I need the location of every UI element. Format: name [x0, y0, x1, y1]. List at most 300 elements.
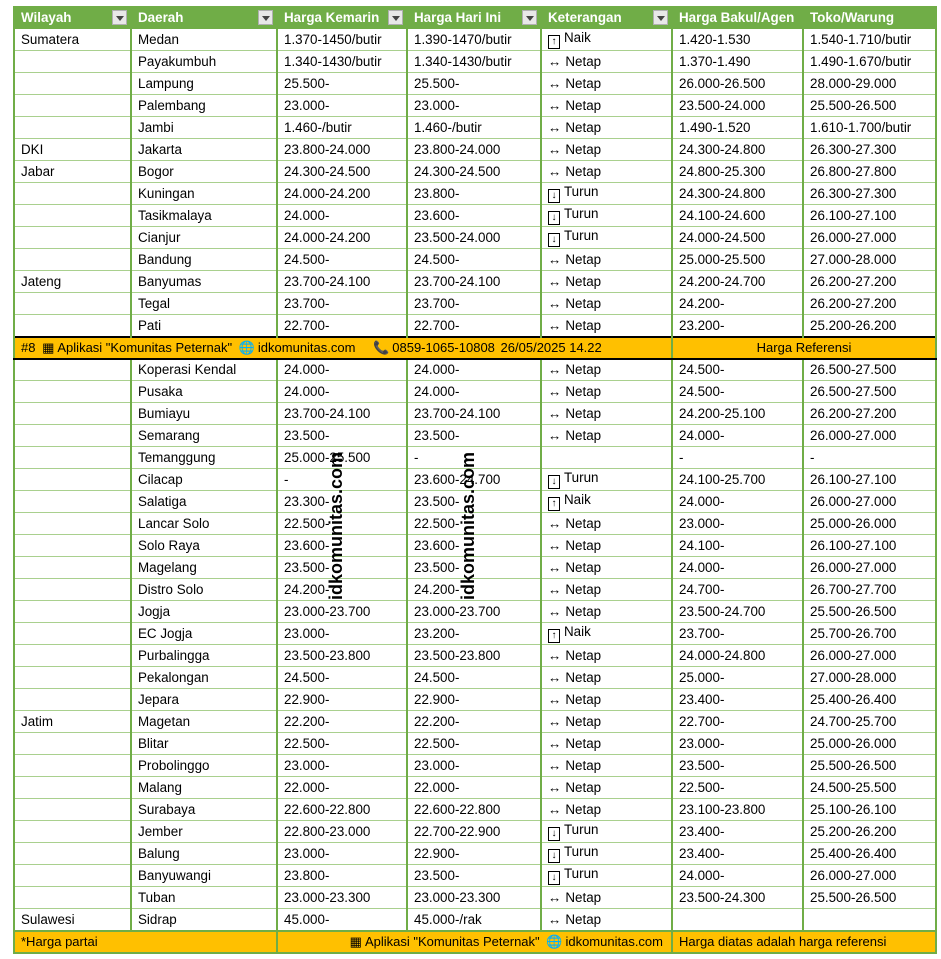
cell-harga-kemarin[interactable]: 24.000- [277, 359, 407, 381]
cell-daerah[interactable]: Banyuwangi [131, 865, 277, 887]
cell-wilayah[interactable] [14, 777, 131, 799]
cell-harga-bakul[interactable]: 25.000-25.500 [672, 249, 803, 271]
cell-harga-bakul[interactable]: 1.420-1.530 [672, 29, 803, 51]
cell-harga-hari-ini[interactable]: 24.000- [407, 359, 541, 381]
cell-keterangan[interactable] [541, 711, 672, 733]
cell-daerah[interactable]: Blitar [131, 733, 277, 755]
cell-daerah[interactable]: Bandung [131, 249, 277, 271]
cell-toko-warung[interactable]: 26.300-27.300 [803, 139, 936, 161]
cell-harga-bakul[interactable]: 24.100- [672, 535, 803, 557]
cell-harga-bakul[interactable]: 26.000-26.500 [672, 73, 803, 95]
cell-daerah[interactable]: Jogja [131, 601, 277, 623]
header-wilayah[interactable] [14, 7, 131, 29]
cell-harga-bakul[interactable]: 23.400- [672, 689, 803, 711]
cell-keterangan[interactable] [541, 777, 672, 799]
cell-harga-bakul[interactable]: 24.000- [672, 865, 803, 887]
cell-harga-bakul[interactable]: 1.370-1.490 [672, 51, 803, 73]
cell-harga-bakul[interactable]: 24.100-25.700 [672, 469, 803, 491]
cell-wilayah[interactable] [14, 579, 131, 601]
cell-harga-bakul[interactable]: 23.100-23.800 [672, 799, 803, 821]
cell-wilayah[interactable] [14, 689, 131, 711]
cell-daerah[interactable]: Payakumbuh [131, 51, 277, 73]
cell-keterangan[interactable] [541, 601, 672, 623]
cell-harga-kemarin[interactable]: 22.600-22.800 [277, 799, 407, 821]
cell-harga-bakul[interactable]: 24.000- [672, 491, 803, 513]
cell-wilayah[interactable] [14, 51, 131, 73]
cell-daerah[interactable]: Jambi [131, 117, 277, 139]
cell-daerah[interactable]: Sidrap [131, 909, 277, 931]
cell-toko-warung[interactable]: 26.700-27.700 [803, 579, 936, 601]
cell-keterangan[interactable] [541, 535, 672, 557]
cell-harga-bakul[interactable]: 24.500- [672, 381, 803, 403]
cell-harga-hari-ini[interactable]: 1.390-1470/butir [407, 29, 541, 51]
cell-daerah[interactable]: Tuban [131, 887, 277, 909]
cell-toko-warung[interactable]: 25.400-26.400 [803, 689, 936, 711]
cell-daerah[interactable]: Bumiayu [131, 403, 277, 425]
cell-harga-hari-ini[interactable]: 23.500- [407, 425, 541, 447]
cell-keterangan[interactable] [541, 469, 672, 491]
cell-toko-warung[interactable]: 27.000-28.000 [803, 667, 936, 689]
cell-harga-kemarin[interactable]: 24.000- [277, 205, 407, 227]
cell-toko-warung[interactable]: 26.000-27.000 [803, 557, 936, 579]
cell-toko-warung[interactable]: 24.700-25.700 [803, 711, 936, 733]
cell-harga-bakul[interactable]: 24.200-25.100 [672, 403, 803, 425]
cell-daerah[interactable]: Banyumas [131, 271, 277, 293]
cell-keterangan[interactable] [541, 161, 672, 183]
cell-toko-warung[interactable]: 26.100-27.100 [803, 469, 936, 491]
promo-website[interactable]: idkomunitas.com [257, 339, 356, 355]
cell-wilayah[interactable]: DKI [14, 139, 131, 161]
cell-harga-kemarin[interactable]: - [277, 469, 407, 491]
cell-harga-bakul[interactable]: 22.700- [672, 711, 803, 733]
cell-harga-hari-ini[interactable]: 23.000- [407, 95, 541, 117]
cell-harga-bakul[interactable]: 23.000- [672, 733, 803, 755]
cell-wilayah[interactable] [14, 557, 131, 579]
cell-harga-bakul[interactable] [672, 909, 803, 931]
phone-app-icon: ▦ [42, 339, 55, 355]
cell-harga-kemarin[interactable]: 23.700-24.100 [277, 271, 407, 293]
cell-harga-bakul[interactable]: 25.000- [672, 667, 803, 689]
cell-toko-warung[interactable]: 25.100-26.100 [803, 799, 936, 821]
cell-wilayah[interactable] [14, 95, 131, 117]
cell-harga-kemarin[interactable]: 24.200- [277, 579, 407, 601]
cell-harga-bakul[interactable]: 23.700- [672, 623, 803, 645]
cell-harga-hari-ini[interactable]: 23.600- [407, 205, 541, 227]
cell-harga-kemarin[interactable]: 23.000- [277, 755, 407, 777]
cell-daerah[interactable]: Palembang [131, 95, 277, 117]
keterangan-label: Turun [564, 866, 599, 881]
cell-wilayah[interactable] [14, 315, 131, 337]
cell-keterangan[interactable] [541, 425, 672, 447]
header-harga-kemarin[interactable] [277, 7, 407, 29]
cell-toko-warung[interactable]: 25.000-26.000 [803, 513, 936, 535]
table-body-top [14, 29, 936, 337]
cell-harga-bakul[interactable]: 24.000- [672, 425, 803, 447]
cell-daerah[interactable]: Jepara [131, 689, 277, 711]
cell-keterangan[interactable] [541, 271, 672, 293]
cell-wilayah[interactable] [14, 755, 131, 777]
cell-harga-bakul[interactable]: 23.500-24.700 [672, 601, 803, 623]
cell-keterangan[interactable] [541, 73, 672, 95]
cell-harga-kemarin[interactable]: 1.370-1450/butir [277, 29, 407, 51]
cell-toko-warung[interactable]: 26.000-27.000 [803, 491, 936, 513]
cell-harga-kemarin[interactable]: 22.900- [277, 689, 407, 711]
cell-keterangan[interactable] [541, 205, 672, 227]
cell-harga-bakul[interactable]: 24.000- [672, 557, 803, 579]
cell-harga-bakul[interactable]: 24.000-24.500 [672, 227, 803, 249]
cell-wilayah[interactable] [14, 293, 131, 315]
filter-dropdown-icon[interactable] [522, 10, 537, 25]
cell-daerah[interactable]: Lampung [131, 73, 277, 95]
cell-daerah[interactable]: Tegal [131, 293, 277, 315]
cell-harga-hari-ini[interactable]: 23.800-24.000 [407, 139, 541, 161]
cell-harga-bakul[interactable]: - [672, 447, 803, 469]
cell-harga-bakul[interactable]: 22.500- [672, 777, 803, 799]
cell-wilayah[interactable]: Jateng [14, 271, 131, 293]
cell-wilayah[interactable]: Jabar [14, 161, 131, 183]
table-row [14, 777, 936, 799]
cell-daerah[interactable]: Temanggung [131, 447, 277, 469]
cell-harga-bakul[interactable]: 23.400- [672, 843, 803, 865]
cell-wilayah[interactable] [14, 645, 131, 667]
cell-harga-bakul[interactable]: 24.200- [672, 293, 803, 315]
cell-wilayah[interactable] [14, 425, 131, 447]
cell-wilayah[interactable] [14, 117, 131, 139]
cell-daerah[interactable]: Purbalingga [131, 645, 277, 667]
cell-keterangan[interactable] [541, 403, 672, 425]
cell-wilayah[interactable] [14, 667, 131, 689]
cell-daerah[interactable]: Tasikmalaya [131, 205, 277, 227]
arrow-left-right-icon: ↔ [548, 428, 562, 443]
cell-keterangan[interactable] [541, 139, 672, 161]
filter-dropdown-icon[interactable] [653, 10, 668, 25]
cell-daerah[interactable]: Pekalongan [131, 667, 277, 689]
cell-toko-warung[interactable]: 24.500-25.500 [803, 777, 936, 799]
cell-harga-kemarin[interactable]: 23.300- [277, 491, 407, 513]
cell-toko-warung[interactable]: 26.000-27.000 [803, 645, 936, 667]
cell-harga-kemarin[interactable]: 23.700- [277, 293, 407, 315]
cell-harga-kemarin[interactable]: 24.500- [277, 667, 407, 689]
cell-toko-warung[interactable]: 25.200-26.200 [803, 821, 936, 843]
cell-wilayah[interactable] [14, 249, 131, 271]
cell-keterangan[interactable] [541, 513, 672, 535]
cell-toko-warung[interactable]: 25.500-26.500 [803, 887, 936, 909]
cell-harga-kemarin[interactable]: 22.800-23.000 [277, 821, 407, 843]
cell-harga-kemarin[interactable]: 23.500- [277, 557, 407, 579]
cell-daerah[interactable]: Surabaya [131, 799, 277, 821]
cell-daerah[interactable]: Cilacap [131, 469, 277, 491]
cell-harga-hari-ini[interactable]: 22.500- [407, 513, 541, 535]
cell-wilayah[interactable] [14, 227, 131, 249]
cell-toko-warung[interactable]: 26.100-27.100 [803, 535, 936, 557]
cell-keterangan[interactable] [541, 821, 672, 843]
cell-keterangan[interactable] [541, 447, 672, 469]
cell-harga-hari-ini[interactable]: 23.600-24.700 [407, 469, 541, 491]
cell-harga-bakul[interactable]: 24.300-24.800 [672, 183, 803, 205]
footer-website[interactable]: idkomunitas.com [565, 933, 663, 949]
cell-harga-kemarin[interactable]: 23.800- [277, 865, 407, 887]
cell-harga-kemarin[interactable]: 23.500- [277, 425, 407, 447]
cell-wilayah[interactable] [14, 601, 131, 623]
cell-toko-warung[interactable]: 27.000-28.000 [803, 249, 936, 271]
cell-toko-warung[interactable]: 26.200-27.200 [803, 271, 936, 293]
cell-daerah[interactable]: Koperasi Kendal [131, 359, 277, 381]
cell-daerah[interactable]: Distro Solo [131, 579, 277, 601]
cell-harga-bakul[interactable]: 23.200- [672, 315, 803, 337]
cell-harga-hari-ini[interactable]: - [407, 447, 541, 469]
cell-harga-hari-ini[interactable]: 22.500- [407, 733, 541, 755]
cell-harga-kemarin[interactable]: 23.600- [277, 535, 407, 557]
cell-harga-hari-ini[interactable]: 23.200- [407, 623, 541, 645]
cell-wilayah[interactable] [14, 535, 131, 557]
table-row [14, 667, 936, 689]
cell-toko-warung[interactable]: - [803, 447, 936, 469]
cell-harga-hari-ini[interactable]: 1.340-1430/butir [407, 51, 541, 73]
cell-daerah[interactable]: EC Jogja [131, 623, 277, 645]
cell-harga-bakul[interactable]: 23.500-24.300 [672, 887, 803, 909]
cell-keterangan[interactable] [541, 865, 672, 887]
cell-harga-kemarin[interactable]: 23.700-24.100 [277, 403, 407, 425]
cell-harga-kemarin[interactable]: 1.460-/butir [277, 117, 407, 139]
cell-keterangan[interactable] [541, 95, 672, 117]
cell-harga-bakul[interactable]: 24.800-25.300 [672, 161, 803, 183]
cell-toko-warung[interactable]: 26.200-27.200 [803, 293, 936, 315]
cell-keterangan[interactable] [541, 733, 672, 755]
cell-keterangan[interactable] [541, 117, 672, 139]
cell-harga-kemarin[interactable]: 22.000- [277, 777, 407, 799]
cell-wilayah[interactable] [14, 183, 131, 205]
cell-toko-warung[interactable]: 28.000-29.000 [803, 73, 936, 95]
cell-toko-warung[interactable]: 26.000-27.000 [803, 865, 936, 887]
cell-daerah[interactable]: Magetan [131, 711, 277, 733]
cell-toko-warung[interactable]: 26.500-27.500 [803, 381, 936, 403]
cell-wilayah[interactable]: Sulawesi [14, 909, 131, 931]
cell-toko-warung[interactable]: 26.500-27.500 [803, 359, 936, 381]
cell-daerah[interactable]: Pati [131, 315, 277, 337]
cell-harga-hari-ini[interactable]: 22.700-22.900 [407, 821, 541, 843]
cell-toko-warung[interactable]: 1.610-1.700/butir [803, 117, 936, 139]
cell-toko-warung[interactable]: 25.200-26.200 [803, 315, 936, 337]
cell-harga-hari-ini[interactable]: 1.460-/butir [407, 117, 541, 139]
cell-toko-warung[interactable]: 1.490-1.670/butir [803, 51, 936, 73]
cell-harga-hari-ini[interactable]: 22.600-22.800 [407, 799, 541, 821]
cell-harga-hari-ini[interactable]: 23.700- [407, 293, 541, 315]
cell-harga-hari-ini[interactable]: 24.500- [407, 249, 541, 271]
cell-harga-hari-ini[interactable]: 24.200- [407, 579, 541, 601]
cell-toko-warung[interactable]: 26.800-27.800 [803, 161, 936, 183]
cell-wilayah[interactable] [14, 359, 131, 381]
header-harga-hari-ini[interactable] [407, 7, 541, 29]
cell-toko-warung[interactable]: 26.000-27.000 [803, 227, 936, 249]
cell-toko-warung[interactable] [803, 909, 936, 931]
cell-wilayah[interactable] [14, 865, 131, 887]
cell-daerah[interactable]: Malang [131, 777, 277, 799]
cell-harga-kemarin[interactable]: 23.000- [277, 843, 407, 865]
cell-wilayah[interactable] [14, 887, 131, 909]
cell-harga-bakul[interactable]: 24.200-24.700 [672, 271, 803, 293]
cell-toko-warung[interactable]: 26.000-27.000 [803, 425, 936, 447]
cell-wilayah[interactable] [14, 623, 131, 645]
cell-harga-hari-ini[interactable]: 22.000- [407, 777, 541, 799]
cell-daerah[interactable]: Jakarta [131, 139, 277, 161]
cell-keterangan[interactable] [541, 623, 672, 645]
cell-harga-hari-ini[interactable]: 23.000- [407, 755, 541, 777]
cell-toko-warung[interactable]: 25.500-26.500 [803, 601, 936, 623]
cell-harga-hari-ini[interactable]: 22.700- [407, 315, 541, 337]
cell-harga-hari-ini[interactable]: 23.000-23.700 [407, 601, 541, 623]
cell-wilayah[interactable] [14, 799, 131, 821]
cell-keterangan[interactable] [541, 799, 672, 821]
cell-daerah[interactable]: Solo Raya [131, 535, 277, 557]
cell-toko-warung[interactable]: 1.540-1.710/butir [803, 29, 936, 51]
cell-toko-warung[interactable]: 25.500-26.500 [803, 95, 936, 117]
cell-harga-hari-ini[interactable]: 22.200- [407, 711, 541, 733]
cell-harga-hari-ini[interactable]: 23.500-23.800 [407, 645, 541, 667]
cell-harga-hari-ini[interactable]: 24.300-24.500 [407, 161, 541, 183]
cell-daerah[interactable]: Balung [131, 843, 277, 865]
cell-daerah[interactable]: Lancar Solo [131, 513, 277, 535]
cell-wilayah[interactable] [14, 447, 131, 469]
cell-daerah[interactable]: Jember [131, 821, 277, 843]
cell-wilayah[interactable] [14, 403, 131, 425]
cell-harga-hari-ini[interactable]: 23.500- [407, 865, 541, 887]
cell-harga-hari-ini[interactable]: 23.000-23.300 [407, 887, 541, 909]
cell-keterangan[interactable] [541, 51, 672, 73]
cell-toko-warung[interactable]: 26.200-27.200 [803, 403, 936, 425]
arrow-left-right-icon: ↔ [548, 758, 562, 773]
cell-harga-kemarin[interactable]: 23.500-23.800 [277, 645, 407, 667]
cell-wilayah[interactable] [14, 491, 131, 513]
cell-wilayah[interactable] [14, 381, 131, 403]
cell-harga-bakul[interactable]: 24.700- [672, 579, 803, 601]
cell-daerah[interactable]: Probolinggo [131, 755, 277, 777]
cell-harga-bakul[interactable]: 23.000- [672, 513, 803, 535]
cell-harga-hari-ini[interactable]: 23.700-24.100 [407, 403, 541, 425]
cell-keterangan[interactable] [541, 667, 672, 689]
cell-daerah[interactable]: Medan [131, 29, 277, 51]
cell-harga-kemarin[interactable]: 22.500- [277, 733, 407, 755]
cell-harga-kemarin[interactable]: 25.000-25.500 [277, 447, 407, 469]
cell-harga-bakul[interactable]: 24.000-24.800 [672, 645, 803, 667]
cell-daerah[interactable]: Bogor [131, 161, 277, 183]
cell-toko-warung[interactable]: 26.100-27.100 [803, 205, 936, 227]
cell-harga-kemarin[interactable]: 23.000-23.700 [277, 601, 407, 623]
cell-keterangan[interactable] [541, 315, 672, 337]
cell-keterangan[interactable] [541, 227, 672, 249]
cell-keterangan[interactable] [541, 29, 672, 51]
cell-harga-hari-ini[interactable]: 23.500-24.000 [407, 227, 541, 249]
cell-wilayah[interactable] [14, 843, 131, 865]
cell-keterangan[interactable] [541, 755, 672, 777]
cell-harga-kemarin[interactable]: 45.000- [277, 909, 407, 931]
cell-harga-bakul[interactable]: 23.400- [672, 821, 803, 843]
cell-harga-kemarin[interactable]: 23.800-24.000 [277, 139, 407, 161]
cell-harga-hari-ini[interactable]: 24.000- [407, 381, 541, 403]
cell-wilayah[interactable]: Sumatera [14, 29, 131, 51]
header-keterangan[interactable] [541, 7, 672, 29]
cell-harga-kemarin[interactable]: 22.500- [277, 513, 407, 535]
cell-daerah[interactable]: Pusaka [131, 381, 277, 403]
cell-wilayah[interactable] [14, 513, 131, 535]
cell-harga-kemarin[interactable]: 1.340-1430/butir [277, 51, 407, 73]
cell-daerah[interactable]: Kuningan [131, 183, 277, 205]
cell-harga-kemarin[interactable]: 24.000- [277, 381, 407, 403]
cell-wilayah[interactable] [14, 733, 131, 755]
cell-wilayah[interactable] [14, 73, 131, 95]
cell-harga-hari-ini[interactable]: 23.500- [407, 491, 541, 513]
cell-toko-warung[interactable]: 25.500-26.500 [803, 755, 936, 777]
cell-keterangan[interactable] [541, 557, 672, 579]
cell-harga-hari-ini[interactable]: 23.500- [407, 557, 541, 579]
cell-harga-kemarin[interactable]: 24.300-24.500 [277, 161, 407, 183]
cell-wilayah[interactable]: Jatim [14, 711, 131, 733]
cell-harga-bakul[interactable]: 24.500- [672, 359, 803, 381]
keterangan-label: Netap [565, 274, 602, 289]
cell-daerah[interactable]: Salatiga [131, 491, 277, 513]
cell-harga-hari-ini[interactable]: 23.800- [407, 183, 541, 205]
cell-keterangan[interactable] [541, 689, 672, 711]
cell-keterangan[interactable] [541, 909, 672, 931]
cell-harga-kemarin[interactable]: 24.000-24.200 [277, 183, 407, 205]
cell-harga-hari-ini[interactable]: 22.900- [407, 689, 541, 711]
cell-daerah[interactable]: Cianjur [131, 227, 277, 249]
cell-harga-bakul[interactable]: 24.100-24.600 [672, 205, 803, 227]
cell-harga-hari-ini[interactable]: 23.600- [407, 535, 541, 557]
cell-daerah[interactable]: Magelang [131, 557, 277, 579]
cell-harga-hari-ini[interactable]: 25.500- [407, 73, 541, 95]
cell-harga-hari-ini[interactable]: 23.700-24.100 [407, 271, 541, 293]
cell-harga-kemarin[interactable]: 23.000-23.300 [277, 887, 407, 909]
cell-wilayah[interactable] [14, 821, 131, 843]
cell-wilayah[interactable] [14, 205, 131, 227]
cell-wilayah[interactable] [14, 469, 131, 491]
cell-keterangan[interactable] [541, 645, 672, 667]
cell-keterangan[interactable] [541, 249, 672, 271]
cell-toko-warung[interactable]: 25.000-26.000 [803, 733, 936, 755]
cell-daerah[interactable]: Semarang [131, 425, 277, 447]
cell-harga-hari-ini[interactable]: 45.000-/rak [407, 909, 541, 931]
cell-harga-kemarin[interactable]: 25.500- [277, 73, 407, 95]
cell-harga-kemarin[interactable]: 24.000-24.200 [277, 227, 407, 249]
cell-toko-warung[interactable]: 25.400-26.400 [803, 843, 936, 865]
cell-harga-kemarin[interactable]: 24.500- [277, 249, 407, 271]
cell-harga-hari-ini[interactable]: 22.900- [407, 843, 541, 865]
cell-keterangan[interactable] [541, 183, 672, 205]
cell-keterangan[interactable] [541, 887, 672, 909]
filter-dropdown-icon[interactable] [112, 10, 127, 25]
cell-toko-warung[interactable]: 25.700-26.700 [803, 623, 936, 645]
cell-keterangan[interactable] [541, 359, 672, 381]
cell-harga-bakul[interactable]: 1.490-1.520 [672, 117, 803, 139]
cell-harga-bakul[interactable]: 23.500- [672, 755, 803, 777]
cell-harga-kemarin[interactable]: 23.000- [277, 95, 407, 117]
cell-harga-bakul[interactable]: 24.300-24.800 [672, 139, 803, 161]
cell-keterangan[interactable] [541, 293, 672, 315]
cell-harga-kemarin[interactable]: 23.000- [277, 623, 407, 645]
cell-keterangan[interactable] [541, 381, 672, 403]
cell-keterangan[interactable] [541, 843, 672, 865]
header-daerah[interactable] [131, 7, 277, 29]
filter-dropdown-icon[interactable] [258, 10, 273, 25]
cell-toko-warung[interactable]: 26.300-27.300 [803, 183, 936, 205]
filter-dropdown-icon[interactable] [388, 10, 403, 25]
cell-harga-bakul[interactable]: 23.500-24.000 [672, 95, 803, 117]
cell-harga-hari-ini[interactable]: 24.500- [407, 667, 541, 689]
cell-keterangan[interactable] [541, 579, 672, 601]
cell-keterangan[interactable] [541, 491, 672, 513]
cell-harga-kemarin[interactable]: 22.200- [277, 711, 407, 733]
cell-harga-kemarin[interactable]: 22.700- [277, 315, 407, 337]
